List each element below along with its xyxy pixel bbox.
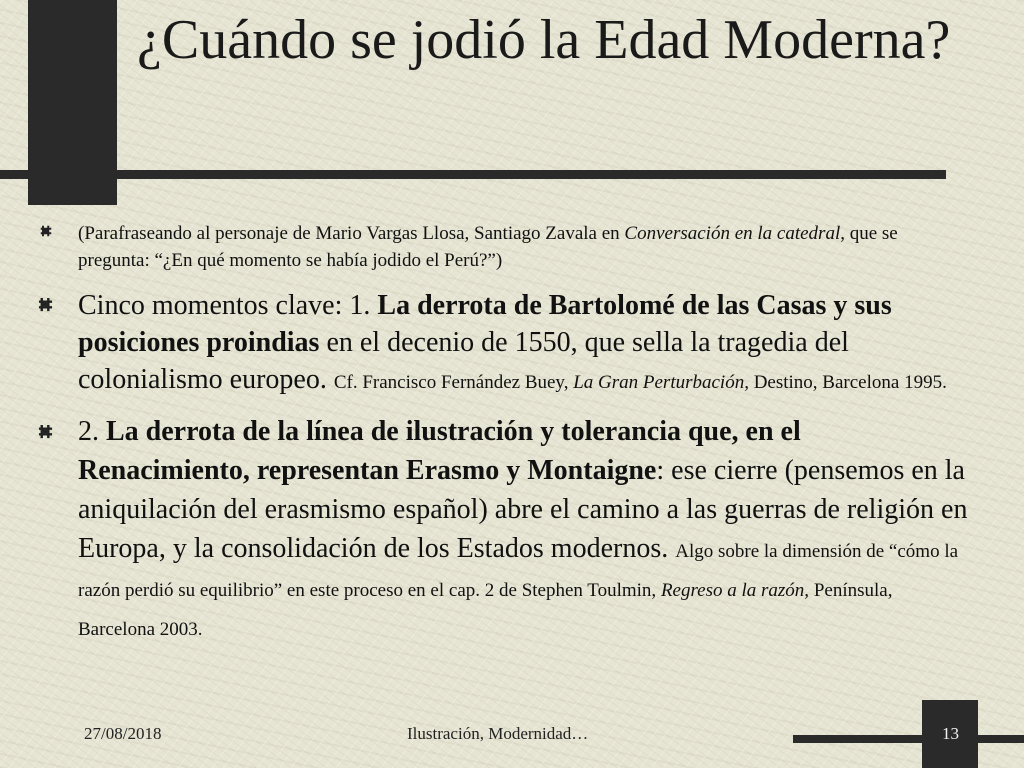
hash-bullet-icon (40, 225, 52, 237)
bullet-item-moment-2 (38, 412, 968, 646)
bullet2-emphasis: La derrota de Bartolomé de las Casas y sus posiciones proindias (78, 290, 892, 358)
bullet2-text-a: Cinco momentos clave: 1. (78, 290, 378, 321)
bullet2-ref-title: La Gran Perturbación, (573, 372, 749, 393)
bullet3-emphasis: La derrota de la línea de ilustración y tolerancia que, en el Renacimiento, representan Erasmo y Montaigne (78, 416, 801, 486)
footer-date: 27/08/2018 (84, 724, 162, 743)
hash-bullet-icon (38, 297, 53, 312)
bullet-item-paraphrase (38, 220, 968, 274)
title-underline-rule (0, 170, 946, 179)
bullet1-book-title: Conversación en la catedral (624, 223, 841, 244)
slide-title: ¿Cuándo se jodió la Edad Moderna? (137, 9, 951, 71)
bullet2-text-b: en el decenio de 1550, que sella la tragedia del colonialismo europeo. (78, 327, 849, 395)
bullet2-ref-author: Cf. Francisco Fernández Buey, (333, 372, 574, 393)
bullet1-text-b: , que se pregunta: “¿En qué momento se había jodido el Perú?”) (78, 223, 898, 271)
bullet3-ref-text: Algo sobre la dimensión de “cómo la razón perdió su equilibrio” en este proceso en el cap. 2 de Stephen Toulmin, (78, 541, 959, 601)
bullet2-reference (334, 372, 947, 393)
bullet-item-moment-1 (38, 287, 968, 398)
footer-rule (793, 735, 1024, 743)
hash-bullet-icon (38, 424, 53, 439)
bullet-list (38, 220, 968, 646)
bullet3-ref-title: Regreso a la razón, (660, 580, 810, 601)
page-number: 13 (942, 724, 959, 743)
bullet3-text-a: 2. (78, 416, 106, 447)
bullet2-ref-publisher: Destino, Barcelona 1995. (748, 372, 947, 393)
bullet3-text-b: : ese cierre (pensemos en la aniquilación del erasmismo español) abre el camino a las guerras de religión en Europa, y la consolidación de los Estados modernos. (78, 455, 968, 564)
footer-title: Ilustración, Modernidad… (407, 724, 589, 743)
bullet1-text-a: (Parafraseando al personaje de Mario Vargas Llosa, Santiago Zavala en (78, 223, 625, 244)
bullet3-ref-publisher: Península, Barcelona 2003. (78, 580, 893, 640)
